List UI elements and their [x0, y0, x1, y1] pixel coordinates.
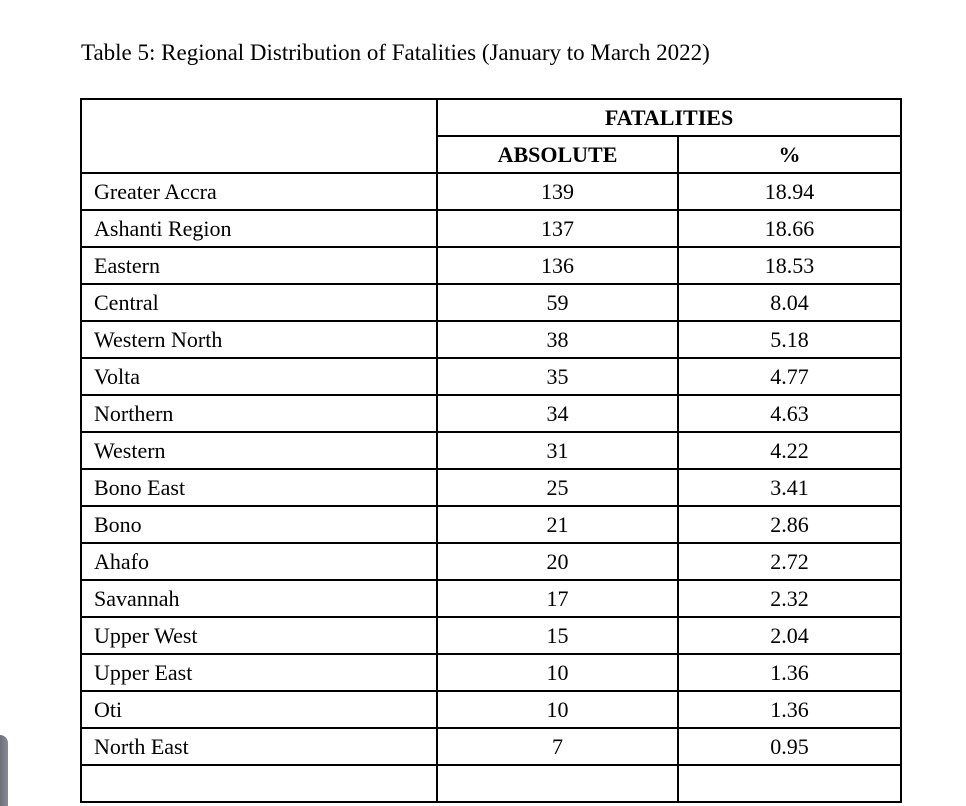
absolute-cell: 15	[437, 617, 678, 654]
absolute-cell: 10	[437, 654, 678, 691]
percent-header: %	[678, 136, 901, 173]
absolute-cell: 136	[437, 247, 678, 284]
region-cell: Northern	[81, 395, 437, 432]
region-cell: Upper West	[81, 617, 437, 654]
absolute-cell-empty	[437, 765, 678, 802]
percent-cell: 2.04	[678, 617, 901, 654]
table-row-cutoff	[81, 765, 901, 802]
absolute-cell: 17	[437, 580, 678, 617]
region-cell: Volta	[81, 358, 437, 395]
percent-cell: 2.86	[678, 506, 901, 543]
region-cell: Oti	[81, 691, 437, 728]
table-caption: Table 5: Regional Distribution of Fatalities (January to March 2022)	[81, 40, 710, 65]
absolute-cell: 25	[437, 469, 678, 506]
table-row	[81, 654, 901, 691]
table-row	[81, 358, 901, 395]
table-row	[81, 728, 901, 765]
table-row	[81, 321, 901, 358]
absolute-cell: 7	[437, 728, 678, 765]
percent-cell: 18.66	[678, 210, 901, 247]
table-row	[81, 173, 901, 210]
percent-cell: 4.22	[678, 432, 901, 469]
region-cell: Ashanti Region	[81, 210, 437, 247]
header-row-group	[81, 99, 901, 136]
percent-cell: 18.53	[678, 247, 901, 284]
region-header-cell	[81, 99, 437, 173]
absolute-cell: 59	[437, 284, 678, 321]
percent-cell: 0.95	[678, 728, 901, 765]
region-cell: Upper East	[81, 654, 437, 691]
region-cell-empty	[81, 765, 437, 802]
fatalities-table	[80, 98, 902, 803]
region-cell: Western North	[81, 321, 437, 358]
percent-cell: 3.41	[678, 469, 901, 506]
percent-cell: 2.72	[678, 543, 901, 580]
table-row	[81, 210, 901, 247]
percent-cell: 5.18	[678, 321, 901, 358]
region-cell: Bono East	[81, 469, 437, 506]
percent-cell-empty	[678, 765, 901, 802]
side-panel-handle[interactable]	[0, 735, 8, 806]
region-cell: North East	[81, 728, 437, 765]
region-cell: Ahafo	[81, 543, 437, 580]
table-row	[81, 247, 901, 284]
percent-cell: 8.04	[678, 284, 901, 321]
table-row	[81, 506, 901, 543]
absolute-cell: 38	[437, 321, 678, 358]
table-row	[81, 580, 901, 617]
table-row	[81, 284, 901, 321]
region-cell: Western	[81, 432, 437, 469]
fatalities-header: FATALITIES	[437, 99, 901, 136]
region-cell: Greater Accra	[81, 173, 437, 210]
percent-cell: 2.32	[678, 580, 901, 617]
table-row	[81, 617, 901, 654]
absolute-cell: 137	[437, 210, 678, 247]
table-row	[81, 691, 901, 728]
percent-cell: 1.36	[678, 691, 901, 728]
percent-cell: 18.94	[678, 173, 901, 210]
percent-cell: 4.77	[678, 358, 901, 395]
absolute-cell: 21	[437, 506, 678, 543]
region-cell: Central	[81, 284, 437, 321]
table-row	[81, 543, 901, 580]
region-cell: Bono	[81, 506, 437, 543]
absolute-cell: 139	[437, 173, 678, 210]
region-cell: Eastern	[81, 247, 437, 284]
table-body	[81, 173, 901, 802]
absolute-cell: 35	[437, 358, 678, 395]
absolute-cell: 31	[437, 432, 678, 469]
absolute-cell: 20	[437, 543, 678, 580]
region-cell: Savannah	[81, 580, 437, 617]
table-row	[81, 469, 901, 506]
absolute-header: ABSOLUTE	[437, 136, 678, 173]
absolute-cell: 34	[437, 395, 678, 432]
table-row	[81, 432, 901, 469]
table-row	[81, 395, 901, 432]
percent-cell: 1.36	[678, 654, 901, 691]
absolute-cell: 10	[437, 691, 678, 728]
percent-cell: 4.63	[678, 395, 901, 432]
